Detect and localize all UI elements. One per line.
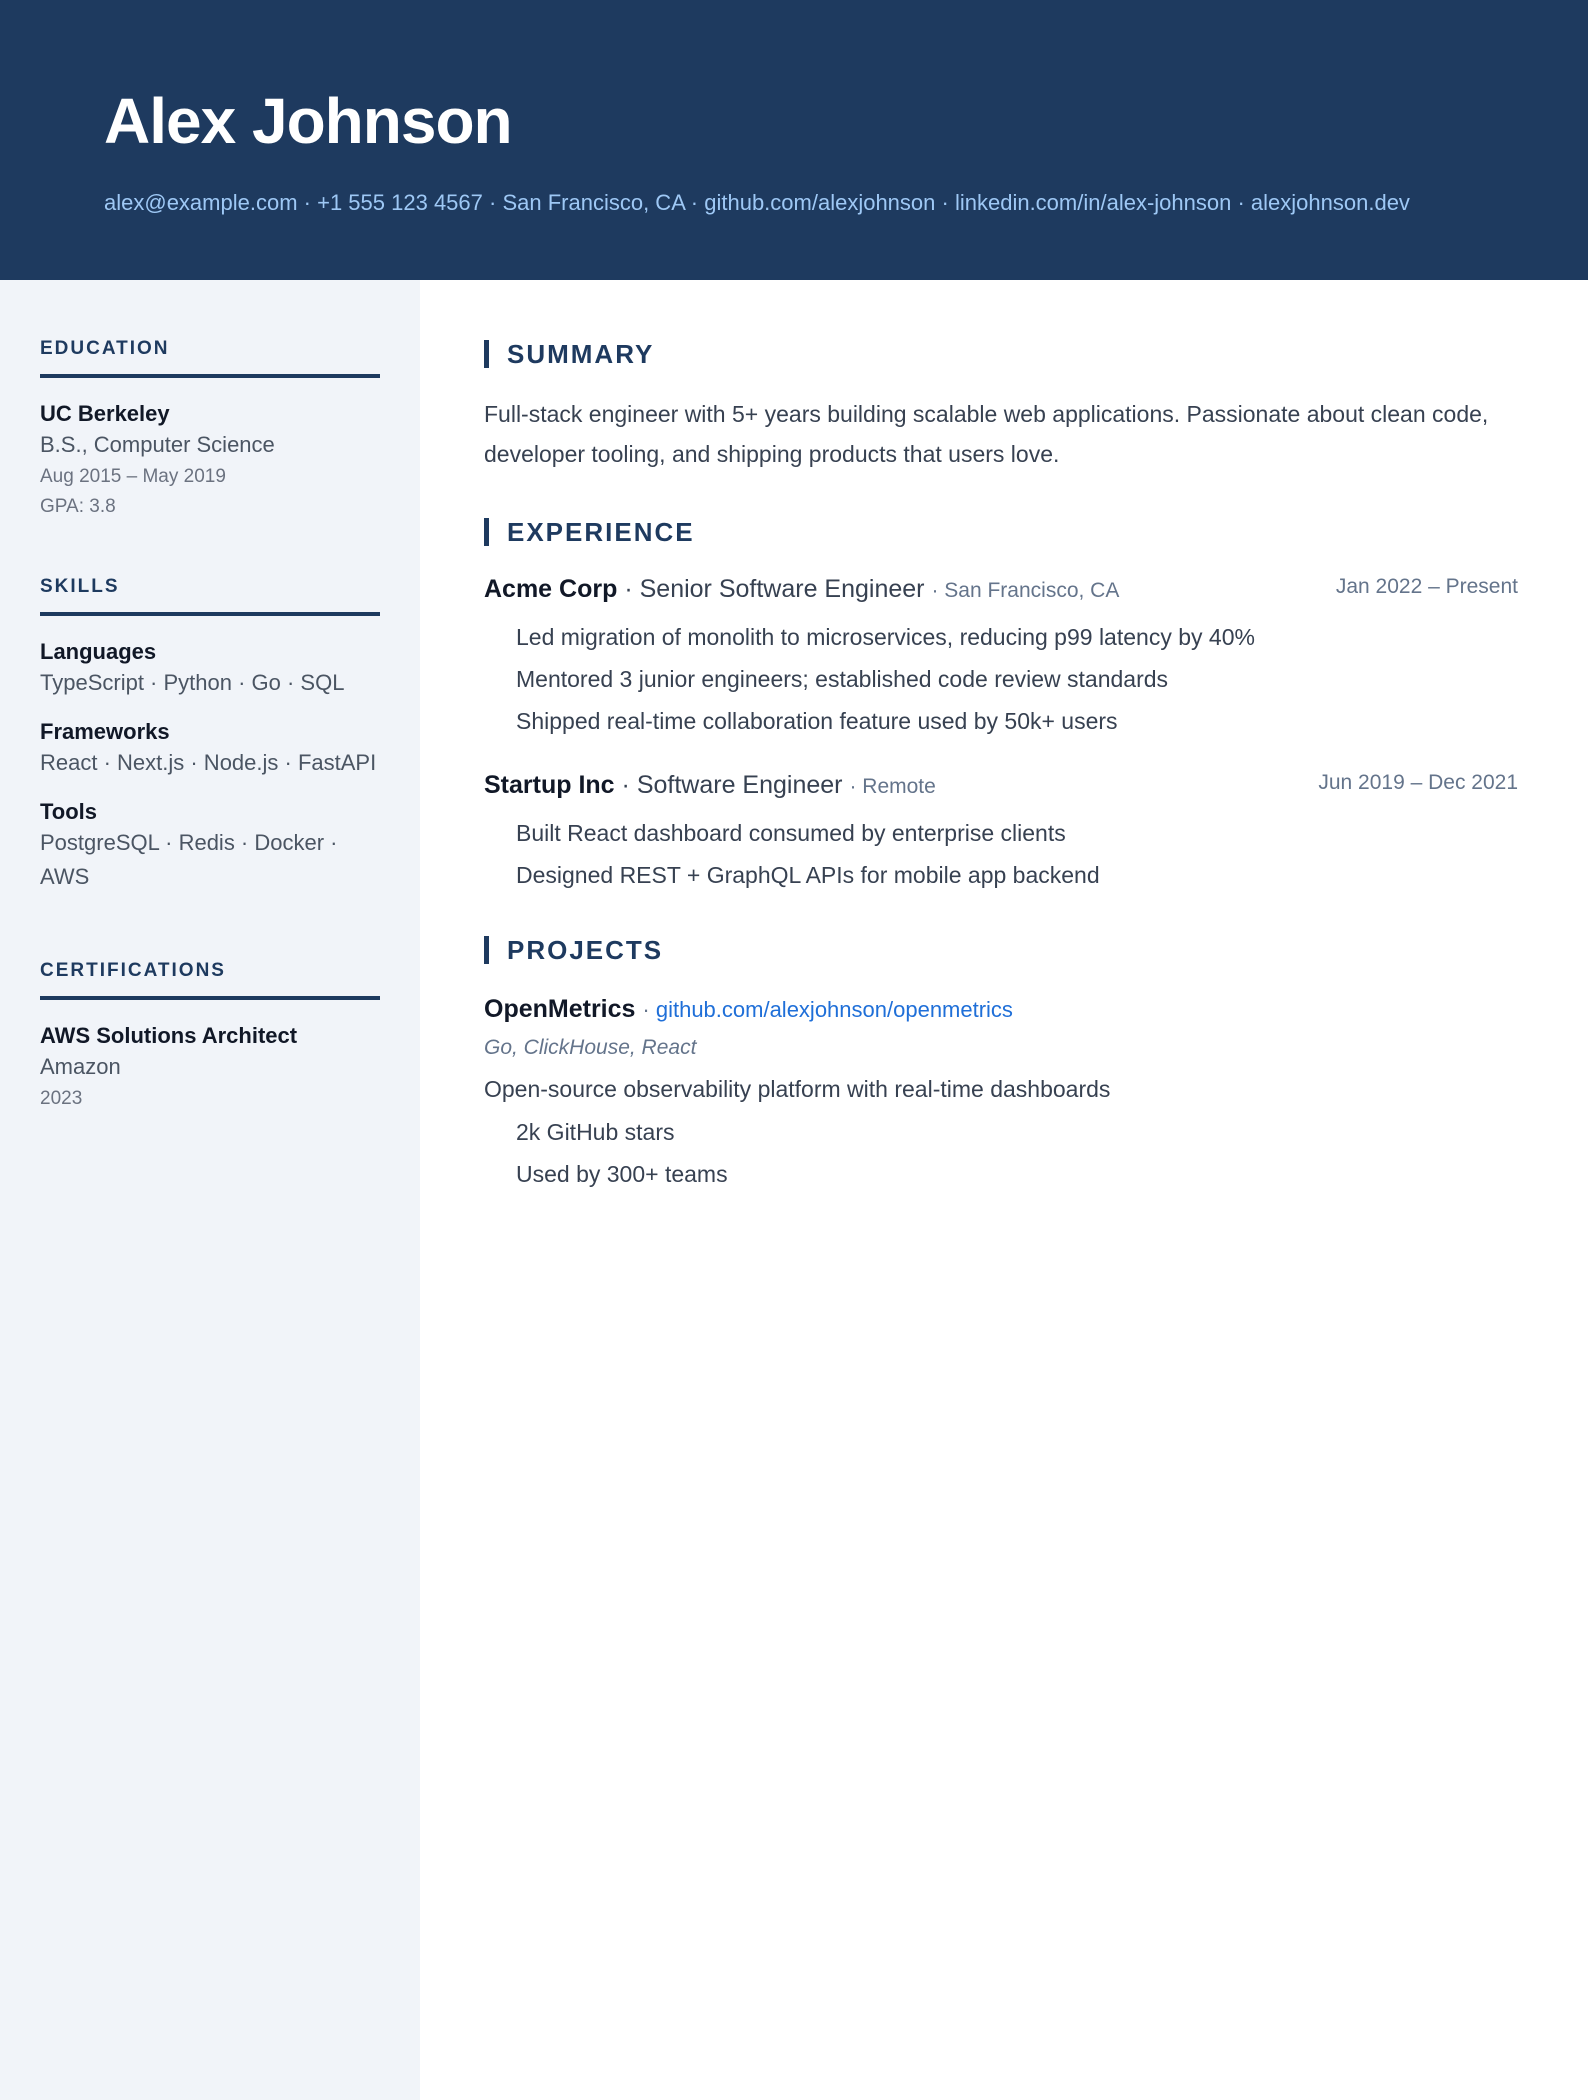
job-separator: · bbox=[931, 579, 945, 602]
contact-separator: · bbox=[1237, 190, 1251, 215]
certification-year: 2023 bbox=[40, 1088, 83, 1109]
summary-text: Full-stack engineer with 5+ years building scalable web applications. Passionate about clean code, developer tooling, and shipping products that users love. bbox=[484, 401, 1489, 467]
job-entry bbox=[484, 572, 1518, 742]
experience-heading: EXPERIENCE bbox=[484, 518, 1518, 546]
skill-group-label: Tools bbox=[40, 799, 98, 824]
school-name: UC Berkeley bbox=[40, 401, 170, 426]
list-item: 2k GitHub stars bbox=[516, 1119, 675, 1145]
education-heading: EDUCATION bbox=[40, 338, 380, 378]
summary-section bbox=[484, 340, 1518, 474]
resume-header bbox=[0, 0, 1588, 280]
project-link[interactable]: github.com/alexjohnson/openmetrics bbox=[655, 997, 1013, 1022]
project-bullets bbox=[484, 1111, 1518, 1195]
gpa-text: GPA: 3.8 bbox=[40, 496, 116, 517]
project-description: Open-source observability platform with real-time dashboards bbox=[484, 1076, 1111, 1102]
skill-group bbox=[40, 638, 380, 700]
contact-separator: · bbox=[303, 190, 318, 215]
job-separator: · bbox=[621, 771, 637, 799]
certification-entry bbox=[40, 1022, 380, 1114]
projects-section bbox=[484, 936, 1518, 964]
job-title: Senior Software Engineer bbox=[639, 575, 925, 603]
list-item: Used by 300+ teams bbox=[516, 1161, 728, 1187]
list-item: Mentored 3 junior engineers; established code review standards bbox=[516, 666, 1169, 692]
job-location: Remote bbox=[862, 775, 936, 798]
job-separator: · bbox=[849, 775, 863, 798]
job-company: Acme Corp bbox=[484, 575, 618, 603]
summary-heading: SUMMARY bbox=[484, 340, 1518, 368]
education-dates: Aug 2015 – May 2019 bbox=[40, 466, 226, 487]
website-link[interactable]: alexjohnson.dev bbox=[1250, 190, 1410, 215]
list-item: Designed REST + GraphQL APIs for mobile app backend bbox=[516, 862, 1100, 888]
skill-group-label: Frameworks bbox=[40, 719, 170, 744]
contact-separator: · bbox=[489, 190, 503, 215]
job-location: San Francisco, CA bbox=[944, 579, 1120, 602]
skills-heading: SKILLS bbox=[40, 576, 380, 616]
skills-list bbox=[40, 638, 380, 894]
skill-group bbox=[40, 718, 380, 780]
project-separator: · bbox=[642, 997, 656, 1022]
job-separator: · bbox=[624, 575, 640, 603]
phone-number: +1 555 123 4567 bbox=[317, 190, 483, 215]
certifications-heading: CERTIFICATIONS bbox=[40, 960, 380, 1000]
skills-section bbox=[40, 576, 380, 894]
github-link[interactable]: github.com/alexjohnson bbox=[704, 190, 936, 215]
certifications-section bbox=[40, 960, 380, 1114]
project-header bbox=[484, 992, 1518, 1027]
job-header bbox=[484, 572, 1518, 608]
candidate-name: Alex Johnson bbox=[104, 85, 512, 157]
skill-group-items: TypeScript · Python · Go · SQL bbox=[40, 670, 345, 695]
education-section bbox=[40, 338, 380, 522]
skill-group-label: Languages bbox=[40, 639, 157, 664]
job-dates: Jan 2022 – Present bbox=[1335, 575, 1518, 598]
list-item: Shipped real-time collaboration feature used by 50k+ users bbox=[516, 708, 1118, 734]
job-bullets bbox=[484, 812, 1518, 896]
projects-heading: PROJECTS bbox=[484, 936, 1518, 964]
project-name: OpenMetrics bbox=[484, 995, 636, 1023]
skill-group bbox=[40, 798, 380, 894]
location-text: San Francisco, CA bbox=[502, 190, 685, 215]
job-title: Software Engineer bbox=[636, 771, 843, 799]
list-item: Built React dashboard consumed by enterprise clients bbox=[516, 820, 1066, 846]
job-header bbox=[484, 768, 1518, 804]
certification-name: AWS Solutions Architect bbox=[40, 1023, 298, 1048]
email-link[interactable]: alex@example.com bbox=[104, 190, 298, 215]
education-entry bbox=[40, 400, 380, 522]
job-dates: Jun 2019 – Dec 2021 bbox=[1318, 771, 1518, 794]
contact-line bbox=[104, 188, 1410, 218]
project-tech-stack: Go, ClickHouse, React bbox=[484, 1036, 697, 1059]
job-bullets bbox=[484, 616, 1518, 742]
contact-separator: · bbox=[941, 190, 955, 215]
degree-text: B.S., Computer Science bbox=[40, 432, 275, 457]
sidebar bbox=[0, 280, 420, 2100]
linkedin-link[interactable]: linkedin.com/in/alex-johnson bbox=[954, 190, 1232, 215]
list-item: Led migration of monolith to microservices, reducing p99 latency by 40% bbox=[516, 624, 1255, 650]
job-company: Startup Inc bbox=[484, 771, 615, 799]
project-entry bbox=[484, 992, 1518, 1195]
contact-separator: · bbox=[690, 190, 705, 215]
job-entry bbox=[484, 768, 1518, 896]
experience-section bbox=[484, 518, 1518, 546]
skill-group-items: React · Next.js · Node.js · FastAPI bbox=[40, 750, 377, 775]
certification-issuer: Amazon bbox=[40, 1054, 121, 1079]
skill-group-items: PostgreSQL · Redis · Docker · AWS bbox=[40, 830, 338, 889]
